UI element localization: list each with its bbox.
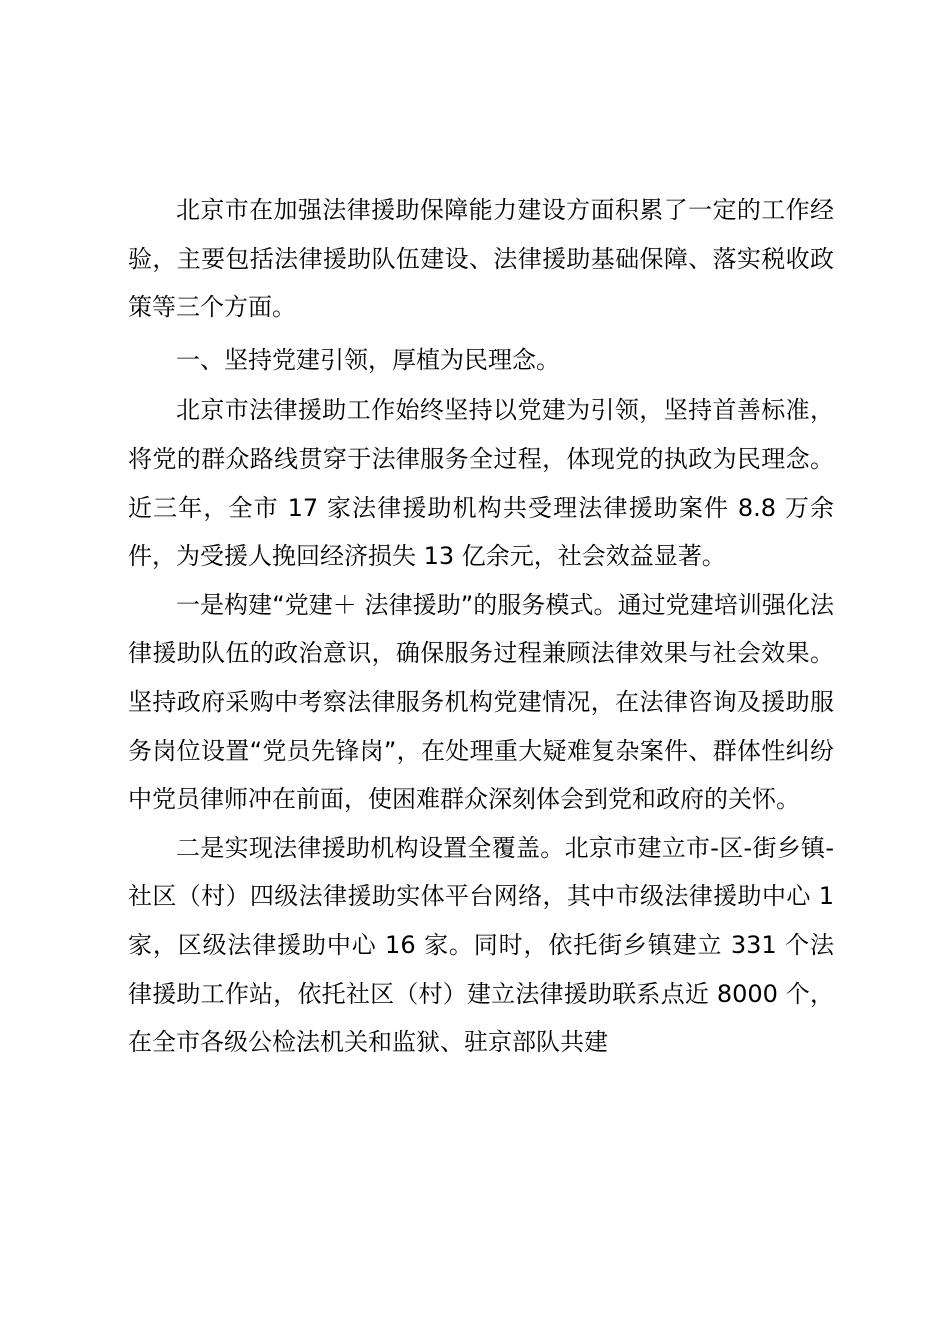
paragraph-service-model: 一是构建“党建＋ 法律援助”的服务模式。通过党建培训强化法律援助队伍的政治意识，确保服务过程兼顾法律效果与社会效果。坚持政府采购中考察法律服务机构党建情况，在法律咨询及援助服务岗位设置“党员先锋岗”，在处理重大疑难复杂案件、群体性纠纷中党员律师冲在前面，使困难群众深刻体会到党和政府的关怀。 [128,590,834,814]
section-heading: 一、坚持党建引领，厚植为民理念。 [176,345,560,374]
document-body [128,186,834,1067]
paragraph-party-leadership: 北京市法律援助工作始终坚持以党建为引领，坚持首善标准，将党的群众路线贯穿于法律服务全过程，体现党的执政为民理念。近三年，全市 17 家法律援助机构共受理法律援助案件 8.8 万余件，为受援人挽回经济损失 13 亿余元，社会效益显著。 [128,396,834,571]
paragraph-institution-coverage: 二是实现法律援助机构设置全覆盖。北京市建立市-区-街乡镇-社区（村）四级法律援助实体平台网络，其中市级法律援助中心 1 家，区级法律援助中心 16 家。同时，依托街乡镇建立 331 个法律援助工作站，依托社区（村）建立法律援助联系点近 8000 个，在全市各级公检法机关和监狱、驻京部队共建 [128,833,834,1057]
paragraph-intro: 北京市在加强法律援助保障能力建设方面积累了一定的工作经验，主要包括法律援助队伍建设、法律援助基础保障、落实税收政策等三个方面。 [128,196,834,322]
